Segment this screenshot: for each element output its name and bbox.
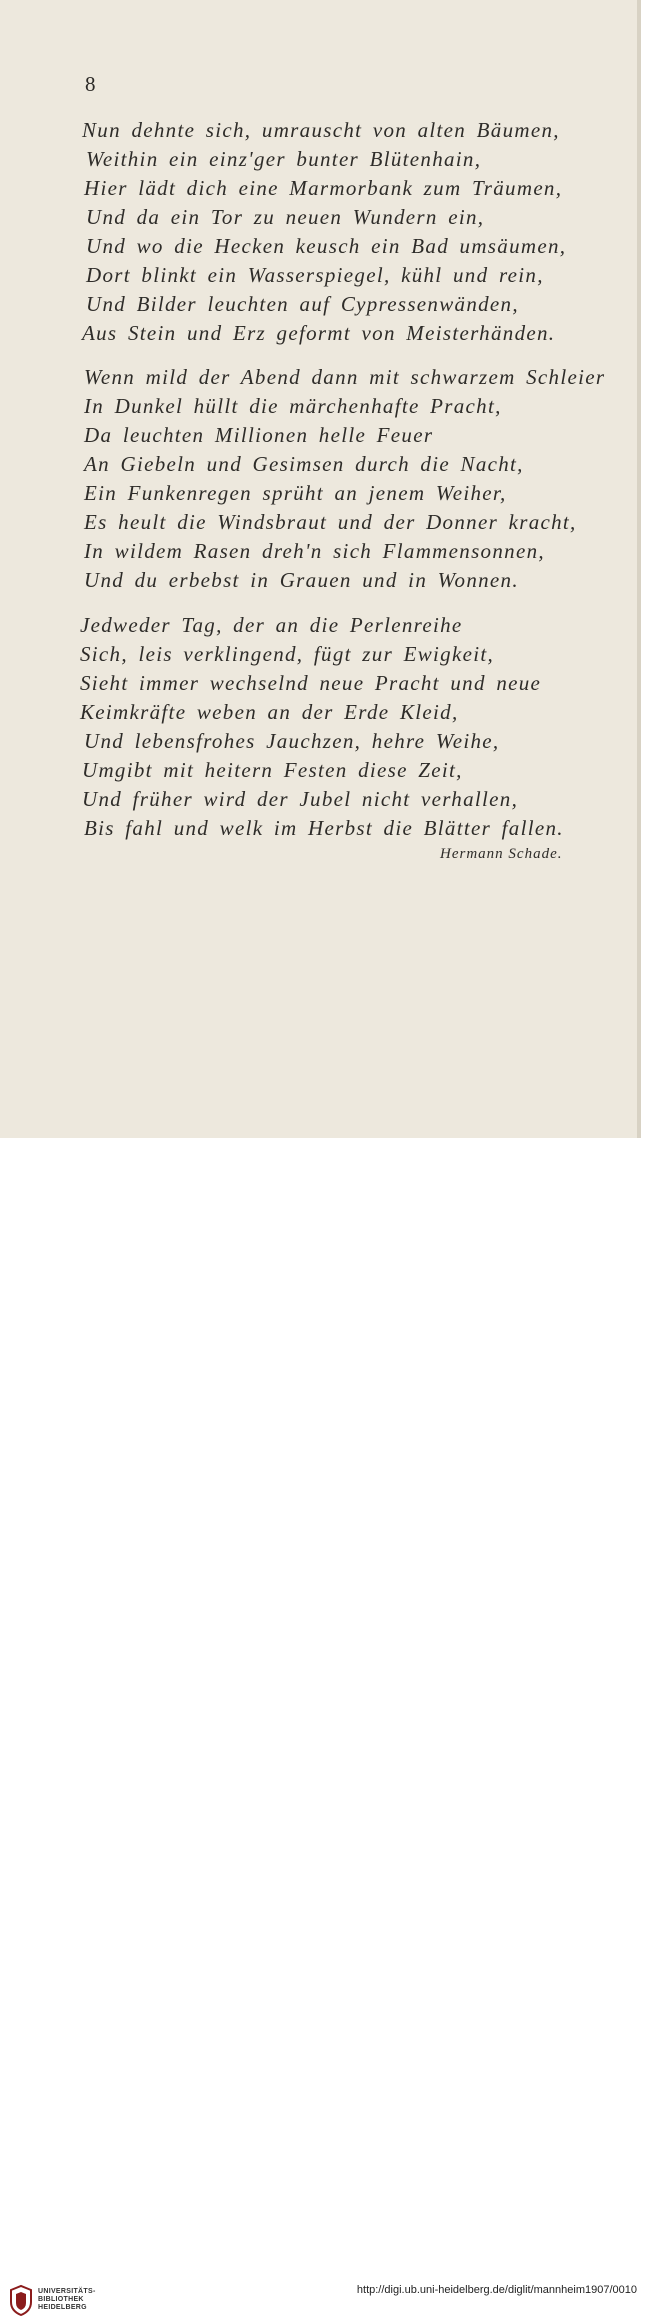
poem-line: Und lebensfrohes Jauchzen, hehre Weihe, xyxy=(84,729,500,753)
poem-line: Sieht immer wechselnd neue Pracht und neue xyxy=(80,671,542,695)
library-name-line: HEIDELBERG xyxy=(38,2304,87,2311)
poem-line: Nun dehnte sich, umrauscht von alten Bäumen, xyxy=(82,118,560,142)
poem-line: In wildem Rasen dreh'n sich Flammensonnen, xyxy=(84,539,545,563)
poem-line: Und früher wird der Jubel nicht verhallen, xyxy=(82,787,519,811)
footer-bar xyxy=(0,1138,645,2311)
page-number: 8 xyxy=(85,72,96,96)
poem-line: Bis fahl und welk im Herbst die Blätter fallen. xyxy=(84,816,564,840)
poem-line: Da leuchten Millionen helle Feuer xyxy=(84,423,434,447)
poem-line: Und du erbebst in Grauen und in Wonnen. xyxy=(84,568,519,592)
poem-line: Ein Funkenregen sprüht an jenem Weiher, xyxy=(84,481,507,505)
library-name xyxy=(38,2288,96,2312)
poem-line: Keimkräfte weben an der Erde Kleid, xyxy=(80,700,459,724)
poem-line: Wenn mild der Abend dann mit schwarzem Schleier xyxy=(84,365,606,389)
poem-line: Und wo die Hecken keusch ein Bad umsäumen, xyxy=(86,234,567,258)
library-name-line: BIBLIOTHEK xyxy=(38,2296,84,2303)
poem-line: Weithin ein einz'ger bunter Blütenhain, xyxy=(86,147,482,171)
poem-line: Und Bilder leuchten auf Cypressenwänden, xyxy=(86,292,519,316)
signature: Hermann Schade. xyxy=(440,846,563,862)
poem-line: Dort blinkt ein Wasserspiegel, kühl und rein, xyxy=(86,263,544,287)
poem-line: Umgibt mit heitern Festen diese Zeit, xyxy=(82,758,463,782)
poem-line: Jedweder Tag, der an die Perlenreihe xyxy=(80,613,463,637)
poem-line: An Giebeln und Gesimsen durch die Nacht, xyxy=(84,452,524,476)
library-logo-icon xyxy=(8,2284,34,2316)
poem-line: Es heult die Windsbraut und der Donner kracht, xyxy=(84,510,577,534)
source-url-link[interactable]: http://digi.ub.uni-heidelberg.de/diglit/mannheim1907/0010 xyxy=(356,2284,637,2296)
poem-line: Hier lädt dich eine Marmorbank zum Träumen, xyxy=(84,176,563,200)
poem-line: Und da ein Tor zu neuen Wundern ein, xyxy=(86,205,485,229)
scanned-page xyxy=(0,0,641,1138)
poem-line: Sich, leis verklingend, fügt zur Ewigkeit, xyxy=(80,642,495,666)
poem-line: Aus Stein und Erz geformt von Meisterhänden. xyxy=(82,321,556,345)
library-name-line: UNIVERSITÄTS- xyxy=(38,2288,96,2295)
poem-line: In Dunkel hüllt die märchenhafte Pracht, xyxy=(84,394,502,418)
